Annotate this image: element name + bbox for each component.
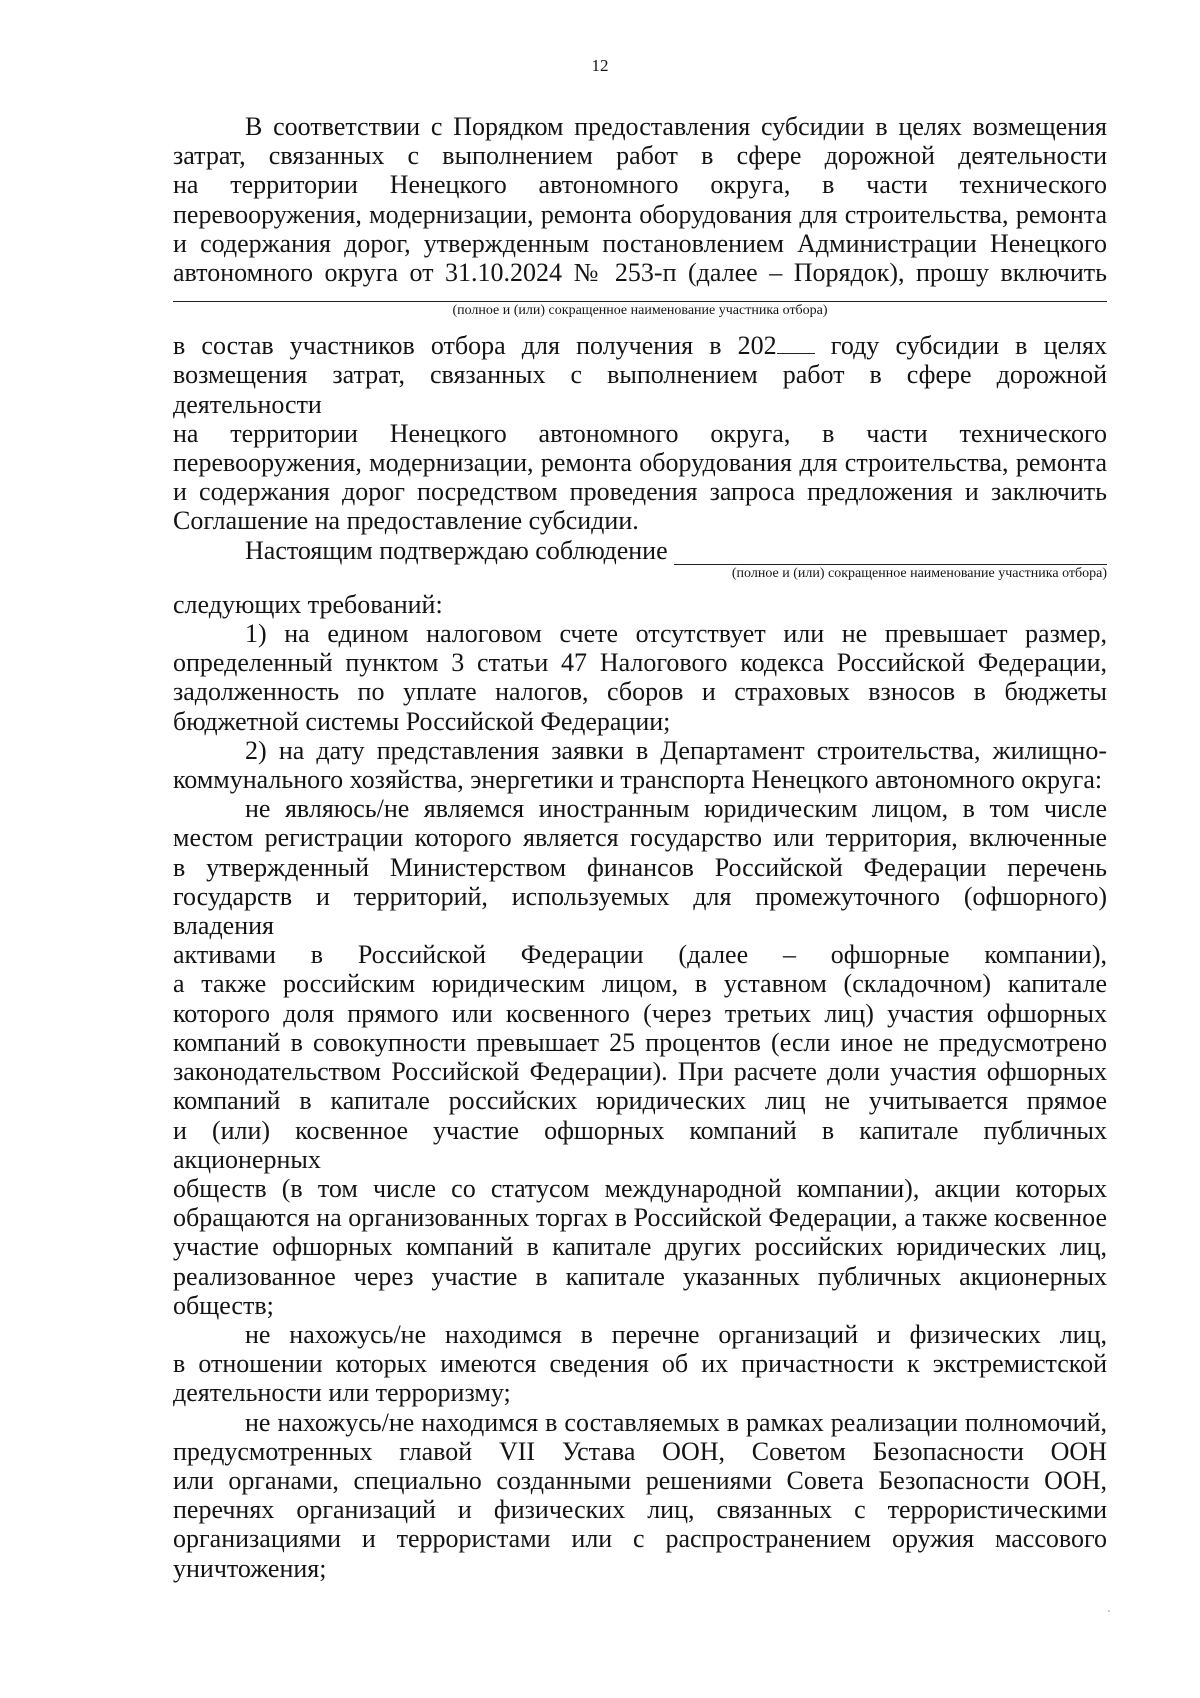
text-line: перевооружения, модернизации, ремонта оборудования для строительства, ремонта	[173, 448, 1107, 478]
page-number: 12	[591, 56, 609, 75]
text-line: которого доля прямого или косвенного (через третьих лиц) участия офшорных	[173, 998, 1107, 1028]
text-line: местом регистрации которого является государство или территория, включенные	[173, 823, 1107, 853]
text-line: Соглашение на предоставление субсидии.	[173, 506, 639, 536]
text-line: законодательством Российской Федерации). При расчете доли участия офшорных	[173, 1057, 1107, 1087]
text-line: активами в Российской Федерации (далее – офшорные компании),	[173, 940, 1107, 970]
text-line: В соответствии с Порядком предоставления субсидии в целях возмещения	[245, 112, 1107, 141]
text-line: обращаются на организованных торгах в Российской Федерации, а также косвенное	[173, 1203, 1107, 1233]
text-line	[173, 331, 1107, 360]
text-fragment: в состав участников отбора для получения в 202	[173, 331, 777, 361]
requirement-2	[173, 736, 1107, 794]
un-list-clause	[173, 1408, 1107, 1583]
text-line: в отношении которых имеются сведения об их причастности к экстремистской	[173, 1349, 1107, 1379]
scan-speck	[1108, 1610, 1110, 1612]
text-line: и содержания дорог, утвержденным постановлением Администрации Ненецкого	[173, 228, 1107, 258]
text-line: на территории Ненецкого автономного округа, в части технического	[173, 170, 1107, 200]
confirm-blank-line	[674, 542, 1107, 565]
text-line: не нахожусь/не находимся в перечне организаций и физических лиц,	[245, 1319, 1107, 1349]
text-line: задолженность по уплате налогов, сборов и страховых взносов в бюджеты	[173, 677, 1107, 707]
text-line: а также российским юридическим лицом, в уставном (складочном) капитале	[173, 969, 1107, 999]
text-line: не являюсь/не являемся иностранным юридическим лицом, в том числе	[245, 794, 1107, 824]
text-line: предусмотренных главой VII Устава ООН, Советом Безопасности ООН	[173, 1436, 1107, 1466]
text-line: перечнях организаций и физических лиц, связанных с террористическими	[173, 1495, 1107, 1525]
requirement-1	[173, 619, 1107, 736]
requirements-lead: следующих требований:	[173, 589, 443, 619]
text-fragment: году субсидии в целях	[830, 331, 1107, 361]
text-line: участие офшорных компаний в капитале других российских юридических лиц,	[173, 1232, 1107, 1262]
text-line: реализованное через участие в капитале указанных публичных акционерных	[173, 1261, 1107, 1291]
text-line: определенный пунктом 3 статьи 47 Налогового кодекса Российской Федерации,	[173, 648, 1107, 678]
document-body	[173, 112, 1107, 1583]
text-line: возмещения затрат, связанных с выполнением работ в сфере дорожной деятельности	[173, 360, 1107, 419]
text-line: и содержания дорог посредством проведения запроса предложения и заключить	[173, 477, 1107, 507]
participant-name-line	[173, 291, 1107, 302]
text-line: обществ;	[173, 1290, 274, 1320]
text-line: бюджетной системы Российской Федерации;	[173, 706, 671, 736]
confirm-lead: Настоящим подтверждаю соблюдение	[245, 535, 668, 565]
text-line: в утвержденный Министерством финансов Российской Федерации перечень	[173, 852, 1107, 882]
text-line: уничтожения;	[173, 1553, 327, 1583]
extremism-clause	[173, 1320, 1107, 1408]
text-line: 2) на дату представления заявки в Департамент строительства, жилищно-	[245, 735, 1107, 765]
confirm-caption: (полное и (или) сокращенное наименование участника отбора)	[731, 565, 1107, 581]
offshore-clause	[173, 794, 1107, 1320]
text-line: или органами, специально созданными решениями Совета Безопасности ООН,	[173, 1465, 1107, 1495]
text-line: перевооружения, модернизации, ремонта оборудования для строительства, ремонта	[173, 199, 1107, 229]
confirm-row	[173, 536, 1107, 565]
text-line: 1) на едином налоговом счете отсутствует или не превышает размер,	[245, 619, 1107, 649]
text-line: обществ (в том числе со статусом международной компании), акции которых	[173, 1173, 1107, 1203]
text-line: деятельности или терроризму;	[173, 1378, 511, 1408]
text-line: на территории Ненецкого автономного округа, в части технического	[173, 418, 1107, 448]
text-line: и (или) косвенное участие офшорных компаний в капитале публичных акционерных	[173, 1115, 1107, 1174]
text-line: автономного округа от 31.10.2024 № 253-п (далее – Порядок), прошу включить	[173, 258, 1107, 288]
text-line: компаний в капитале российских юридических лиц не учитывается прямое	[173, 1086, 1107, 1116]
text-line: коммунального хозяйства, энергетики и транспорта Ненецкого автономного округа:	[173, 765, 1103, 795]
text-line: затрат, связанных с выполнением работ в сфере дорожной деятельности	[173, 141, 1107, 171]
intro-paragraph	[173, 112, 1107, 287]
text-line: организациями и террористами или с распространением оружия массового	[173, 1524, 1107, 1554]
request-paragraph	[173, 331, 1107, 535]
text-line: не нахожусь/не находимся в составляемых в рамках реализации полномочий,	[245, 1407, 1107, 1437]
text-line: государств и территорий, используемых для промежуточного (офшорного) владения	[173, 881, 1107, 941]
participant-name-caption: (полное и (или) сокращенное наименование участника отбора)	[452, 303, 828, 319]
year-blank	[777, 335, 815, 354]
text-line: компаний в совокупности превышает 25 процентов (если иное не предусмотрено	[173, 1027, 1107, 1057]
